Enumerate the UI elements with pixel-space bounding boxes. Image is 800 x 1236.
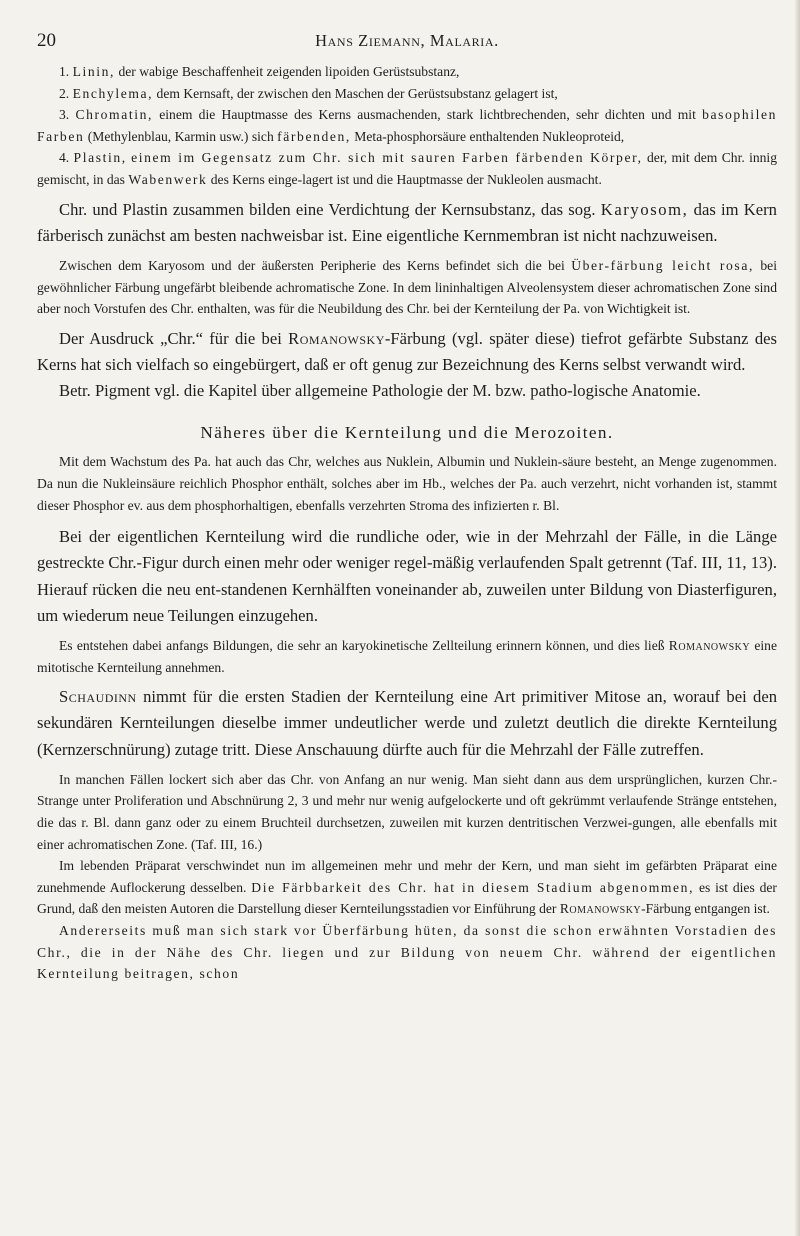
- list-item-text: des Kerns einge-lagert ist und die Hauptmasse der Nukleolen ausmacht.: [207, 171, 602, 187]
- paragraph-text: es ist dies der Grund, daß den meisten Autoren die Darstellung dieser Kernteilungsstadien vor Einführung der: [37, 879, 777, 917]
- term-chromatin: Chromatin,: [75, 107, 153, 123]
- list-item-text: (Methylenblau, Karmin usw.) sich: [84, 128, 278, 144]
- paragraph-text: Es entstehen dabei anfangs Bildungen, die sehr an karyokinetische Zellteilung erinnern können, und dies ließ: [59, 637, 669, 653]
- list-item-text: Meta-phosphorsäure enthaltenden Nukleoproteid,: [350, 128, 625, 144]
- spaced-text: Karyosom,: [600, 199, 689, 219]
- term-linin: Linin,: [72, 64, 116, 79]
- paragraph-schaudinn: [37, 684, 777, 763]
- list-item-enchylema: 2. Enchylema, dem Kernsaft, der zwischen den Maschen der Gerüstsubstanz gelagert ist,: [59, 85, 558, 101]
- paragraph-chr-term: [37, 326, 777, 378]
- list-item-text: einem die Hauptmasse des Kerns ausmachenden, stark lichtbrechenden, sehr dichten und mit: [152, 107, 703, 123]
- paragraph-text: Bei der eigentlichen Kernteilung wird die rundliche oder, wie in der Mehrzahl der Fälle, in die Länge gestreckte Chr.-Figur durch einen mehr oder weniger regel-mäßig verlaufenden Spalt getrennt (Taf. III, 11, 13). Hierauf rücken die neu ent-standenen Kernhälften voneinander ab, zuweilen unter Bildung von Diasterfiguren, um wiederum neue Teilungen einzugehen.: [37, 527, 777, 625]
- paragraph-ueberfaerbung: [37, 920, 777, 985]
- spaced-text: einem im Gegensatz zum Chr. sich mit sauren Farben färbenden Körper,: [131, 150, 643, 166]
- list-item-text: der, mit dem Chr. innig gemischt, in das: [37, 150, 778, 187]
- paragraph-lebendes-praeparat: [37, 855, 777, 920]
- term-enchylema: Enchylema,: [72, 85, 154, 101]
- author-name: Schaudinn: [59, 687, 137, 707]
- list-item-linin: 1. Linin, der wabige Beschaffenheit zeigenden lipoiden Gerüstsubstanz,: [59, 64, 460, 79]
- spaced-text: Über-färbung leicht rosa,: [571, 257, 754, 273]
- paragraph-pigment: [37, 378, 777, 404]
- page-header: [37, 30, 777, 56]
- paragraph-text: -Färbung entgangen ist.: [641, 901, 770, 917]
- paragraph-text: Zwischen dem Karyosom und der äußersten Peripherie des Kerns befindet sich die bei: [59, 257, 572, 273]
- section-heading: Näheres über die Kernteilung und die Merozoiten.: [200, 423, 614, 443]
- paragraph-kernteilung: [37, 524, 777, 629]
- paragraph-text: eine mitotische Kernteilung annehmen.: [37, 637, 777, 675]
- author-name: Romanowsky: [559, 901, 642, 917]
- paragraph-text: das im Kern färberisch zunächst am besten nachweisbar ist. Eine eigentliche Kernmembran ist nicht nachzuweisen.: [37, 199, 777, 245]
- list-item-text: dem Kernsaft, der zwischen den Maschen der Gerüstsubstanz gelagert ist,: [153, 85, 558, 101]
- page-number: 20: [37, 30, 56, 51]
- paragraph-text: -Färbung (vgl. später diese) tiefrot gefärbte Substanz des Kerns hat sich vielfach so eingebürgert, daß er oft genug zur Bezeichnung des Kerns selbst verwandt wird.: [37, 328, 777, 374]
- list-item-plastin: 4. Plastin, einem im Gegensatz zum Chr. sich mit sauren Farben färbenden Körper, der, mit dem Chr. innig gemischt, in das Wabenwerk des Kerns einge-lagert ist und die Hauptmasse der Nukleolen ausmacht.: [37, 150, 778, 187]
- paragraph-karyosom: [37, 197, 777, 249]
- paragraph-chr-strange: [37, 769, 777, 855]
- running-head: Hans Ziemann, Malaria.: [315, 31, 499, 50]
- term-plastin: Plastin,: [73, 150, 127, 166]
- paragraph-text: In manchen Fällen lockert sich aber das Chr. von Anfang an nur wenig. Man sieht dann aus dem ursprünglichen, kurzen Chr.-Strange unter Proliferation und Abschnürung 2, 3 und mehr nur wenig aufgelockerte und oft gekrümmt verlaufende Stränge entstehen, die das r. Bl. dann ganz oder zu einem Bruchteil durchsetzen, zuweilen mit kurzen dentritischen Verzwei-gungen, alle ebenfalls mit einer achromatischen Zone. (Taf. III, 16.): [37, 771, 777, 852]
- paragraph-text: Chr. und Plastin zusammen bilden eine Verdichtung der Kernsubstanz, das sog.: [59, 199, 601, 219]
- author-name: Romanowsky: [668, 637, 751, 653]
- paragraph-text: bei gewöhnlicher Färbung ungefärbt bleibende achromatische Zone. In dem lininhaltigen Alveolensystem dieser achromatischen Zone sind aber noch Vorstufen des Chr. enthalten, was für die Neubildung des Chr. bei der Kernteilung der Pa. von Wichtigkeit ist.: [37, 257, 777, 317]
- author-name: Romanowsky: [288, 328, 385, 348]
- list-item-chromatin: 3. Chromatin, einem die Hauptmasse des Kerns ausmachenden, stark lichtbrechenden, sehr dichten und mit basophilen Farben (Methylenblau, Karmin usw.) sich färbenden, Meta-phosphorsäure enthaltenden Nukleoproteid,: [37, 107, 778, 144]
- spaced-text: färbenden,: [277, 128, 351, 144]
- spaced-text: basophilen Farben: [37, 107, 778, 144]
- spaced-text: Andererseits muß man sich stark vor Überfärbung hüten,: [59, 922, 459, 938]
- spaced-text: Die Färbbarkeit des Chr. hat in diesem Stadium abgenommen,: [251, 879, 695, 895]
- paragraph-karyokinese: [37, 635, 777, 678]
- paragraph-growth: [37, 451, 777, 516]
- spaced-text: da sonst die schon erwähnten Vorstadien des Chr., die in der Nähe des Chr. liegen und zur Bildung von neuem Chr. während der eigentlichen Kernteilung beitragen, schon: [37, 922, 777, 982]
- page-body: [37, 61, 777, 985]
- paragraph-text: Der Ausdruck „Chr.“ für die bei: [59, 328, 289, 348]
- paragraph-achromatic-zone: [37, 255, 777, 320]
- page-edge-shadow: [794, 0, 800, 1236]
- paragraph-text: nimmt für die ersten Stadien der Kernteilung eine Art primitiver Mitose an, worauf bei den sekundären Kernteilungen dieselbe immer undeutlicher werde und zuletzt deutlich die direkte Kernteilung (Kernzerschnürung) zutage tritt. Diese Anschauung dürfte auch für die Mehrzahl der Fälle zutreffen.: [37, 687, 777, 759]
- paragraph-text: Betr. Pigment vgl. die Kapitel über allgemeine Pathologie der M. bzw. patho-logische Anatomie.: [59, 381, 701, 401]
- spaced-text: Wabenwerk: [128, 171, 208, 187]
- list-item-text: der wabige Beschaffenheit zeigenden lipoiden Gerüstsubstanz,: [115, 64, 460, 79]
- paragraph-text: Mit dem Wachstum des Pa. hat auch das Chr, welches aus Nuklein, Albumin und Nuklein-säure besteht, an Menge zugenommen. Da nun die Nukleinsäure reichlich Phosphor enthält, solches aber im Hb., welches der Pa. auch verzehrt, nicht vorhanden ist, stammt dieser Phosphor ev. aus dem phosphorhaltigen, ebenfalls verzehrten Stroma des infizierten r. Bl.: [37, 454, 777, 513]
- paragraph-text: Im lebenden Präparat verschwindet nun im allgemeinen mehr und mehr der Kern, und man sieht im gefärbten Präparat eine zunehmende Auflockerung desselben.: [37, 858, 777, 895]
